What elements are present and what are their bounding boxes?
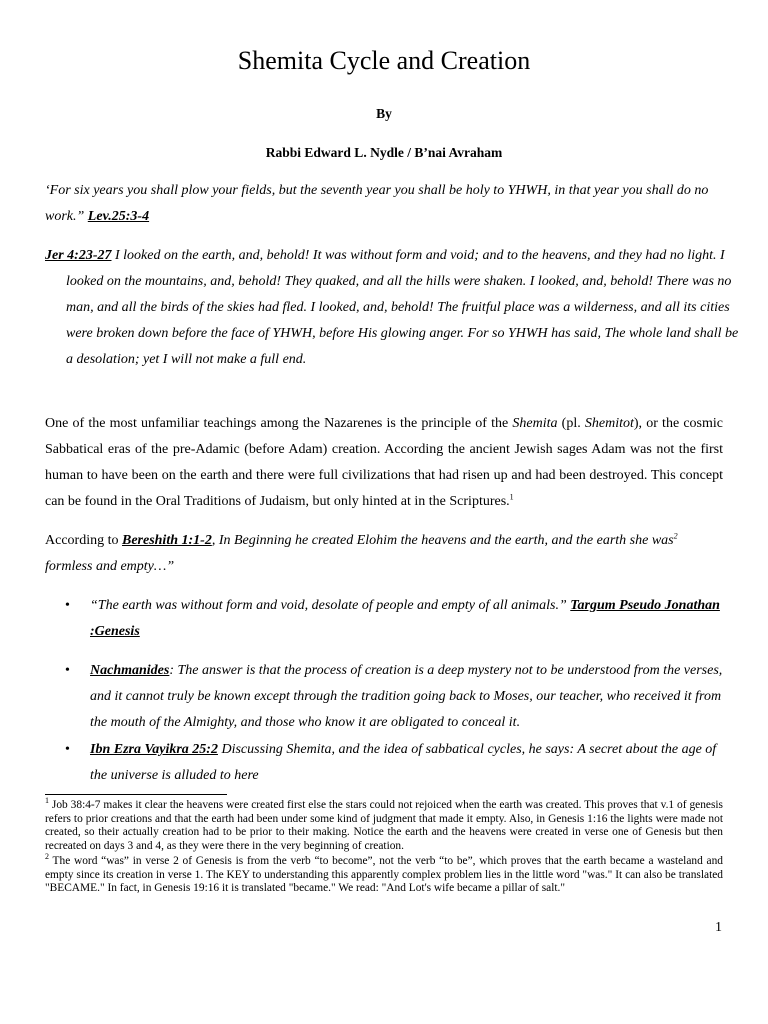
quote-text: ‘For six years you shall plow your fields, but the seventh year you shall be holy to YHWH, in that year you shall do no work.” bbox=[45, 183, 709, 224]
jeremiah-passage bbox=[45, 243, 744, 373]
page-number: 1 bbox=[715, 920, 722, 935]
bereshith-reference: Bereshith 1:1-2 bbox=[121, 533, 212, 548]
bullet-icon: • bbox=[65, 663, 70, 678]
document-title: Shemita Cycle and Creation bbox=[237, 46, 531, 75]
epigraph-quote bbox=[45, 178, 723, 230]
author-line: Rabbi Edward L. Nydle / B’nai Avraham bbox=[265, 145, 503, 160]
bullet-icon: • bbox=[65, 742, 70, 757]
bullet-list-3 bbox=[45, 737, 723, 789]
bullet-icon: • bbox=[65, 598, 70, 613]
according-paragraph bbox=[45, 528, 723, 580]
footnote-divider bbox=[45, 794, 227, 795]
footnote-marker-2[interactable]: 2 bbox=[673, 531, 678, 541]
byline-label: By bbox=[376, 106, 392, 121]
bullet-list-2 bbox=[45, 658, 723, 736]
footnote-1 bbox=[45, 796, 723, 853]
footnote-2 bbox=[45, 852, 723, 896]
jeremiah-text: I looked on the earth, and, behold! It was without form and void; and to the heavens, and they had no light. I looked on the mountains, and, behold! They quaked, and all the hills were shaken. I looked, and, behold! There was no man, and all the birds of the skies had fled. I looked, and, behold! The fruitful place was a wilderness, and all its cities were broken down before the face of YHWH, before His glowing anger. For so YHWH has said, The whole land shall be a desolation; yet I will not make a full end. bbox=[66, 248, 739, 367]
according-text-b: , In Beginning he created Elohim the heavens and the earth, and the earth she was bbox=[211, 533, 674, 548]
intro-paragraph bbox=[45, 411, 723, 515]
targum-reference: Targum Pseudo Jonathan :Genesis bbox=[90, 598, 720, 639]
footnote-2-number: 2 bbox=[45, 852, 49, 862]
according-text-c: formless and empty…” bbox=[45, 559, 175, 574]
intro-text-c: ), or the cosmic Sabbatical eras of the pre-Adamic (before Adam) creation. According the ancient Jewish sages Adam was not the first human to have been on the earth and there were full civilizations that had risen up and had been destroyed. This concept can be found in the Oral Traditions of Judaism, but only hinted at in the Scriptures. bbox=[45, 416, 723, 509]
bullet-list-1 bbox=[45, 593, 723, 645]
quote-reference: Lev.25:3-4 bbox=[87, 209, 150, 224]
jeremiah-reference: Jer 4:23-27 bbox=[45, 248, 112, 263]
footnote-1-text: Job 38:4-7 makes it clear the heavens were created first else the stars could not rejoiced when the earth was created. This proves that v.1 of genesis refers to prior creations and that the earth had been under some kind of judgment that made it empty. Also, in Genesis 1:16 the lights were made not created, so their actually creation had to be prior to their making. Notice the earth and the heavens were created in verse one of Genesis but then recreated on days 3 and 4, as they were there in the very beginning of creation. bbox=[45, 799, 723, 852]
intro-text-b: (pl. bbox=[557, 416, 585, 431]
ibn-ezra-reference: Ibn Ezra Vayikra 25:2 bbox=[90, 742, 218, 757]
list-item bbox=[45, 658, 723, 736]
footnote-2-text: The word “was” in verse 2 of Genesis is from the verb “to become”, not the verb “to be”, which proves that the earth became a wasteland and empty since its creation in verse 1. The KEY to understanding this apparently complex problem lies in the little word "was." It can also be translated "BECAME." In fact, in Genesis 19:16 it is translated "became." We read: "And Lot's wife became a pillar of salt." bbox=[45, 855, 723, 894]
footnote-1-number: 1 bbox=[45, 796, 49, 806]
bullet-text: “The earth was without form and void, desolate of people and empty of all animals.” bbox=[90, 598, 571, 613]
list-item bbox=[45, 593, 723, 645]
intro-text-a: One of the most unfamiliar teachings among the Nazarenes is the principle of the bbox=[45, 416, 513, 431]
list-item bbox=[45, 737, 723, 789]
term-shemita: Shemita bbox=[512, 416, 558, 431]
term-shemitot: Shemitot bbox=[584, 416, 634, 431]
nachmanides-reference: Nachmanides bbox=[90, 663, 170, 678]
bullet-text: : The answer is that the process of creation is a deep mystery not to be understood from the verses, and it cannot truly be known except through the tradition going back to Moses, our teacher, who received it from the mouth of the Almighty, and those who know it are obligated to conceal it. bbox=[90, 663, 723, 730]
bullet-text: Discussing Shemita, and the idea of sabbatical cycles, he says: A secret about the age of the universe is alluded to here bbox=[90, 742, 717, 783]
according-text-a: According to bbox=[45, 533, 122, 548]
footnote-marker-1[interactable]: 1 bbox=[509, 492, 514, 502]
